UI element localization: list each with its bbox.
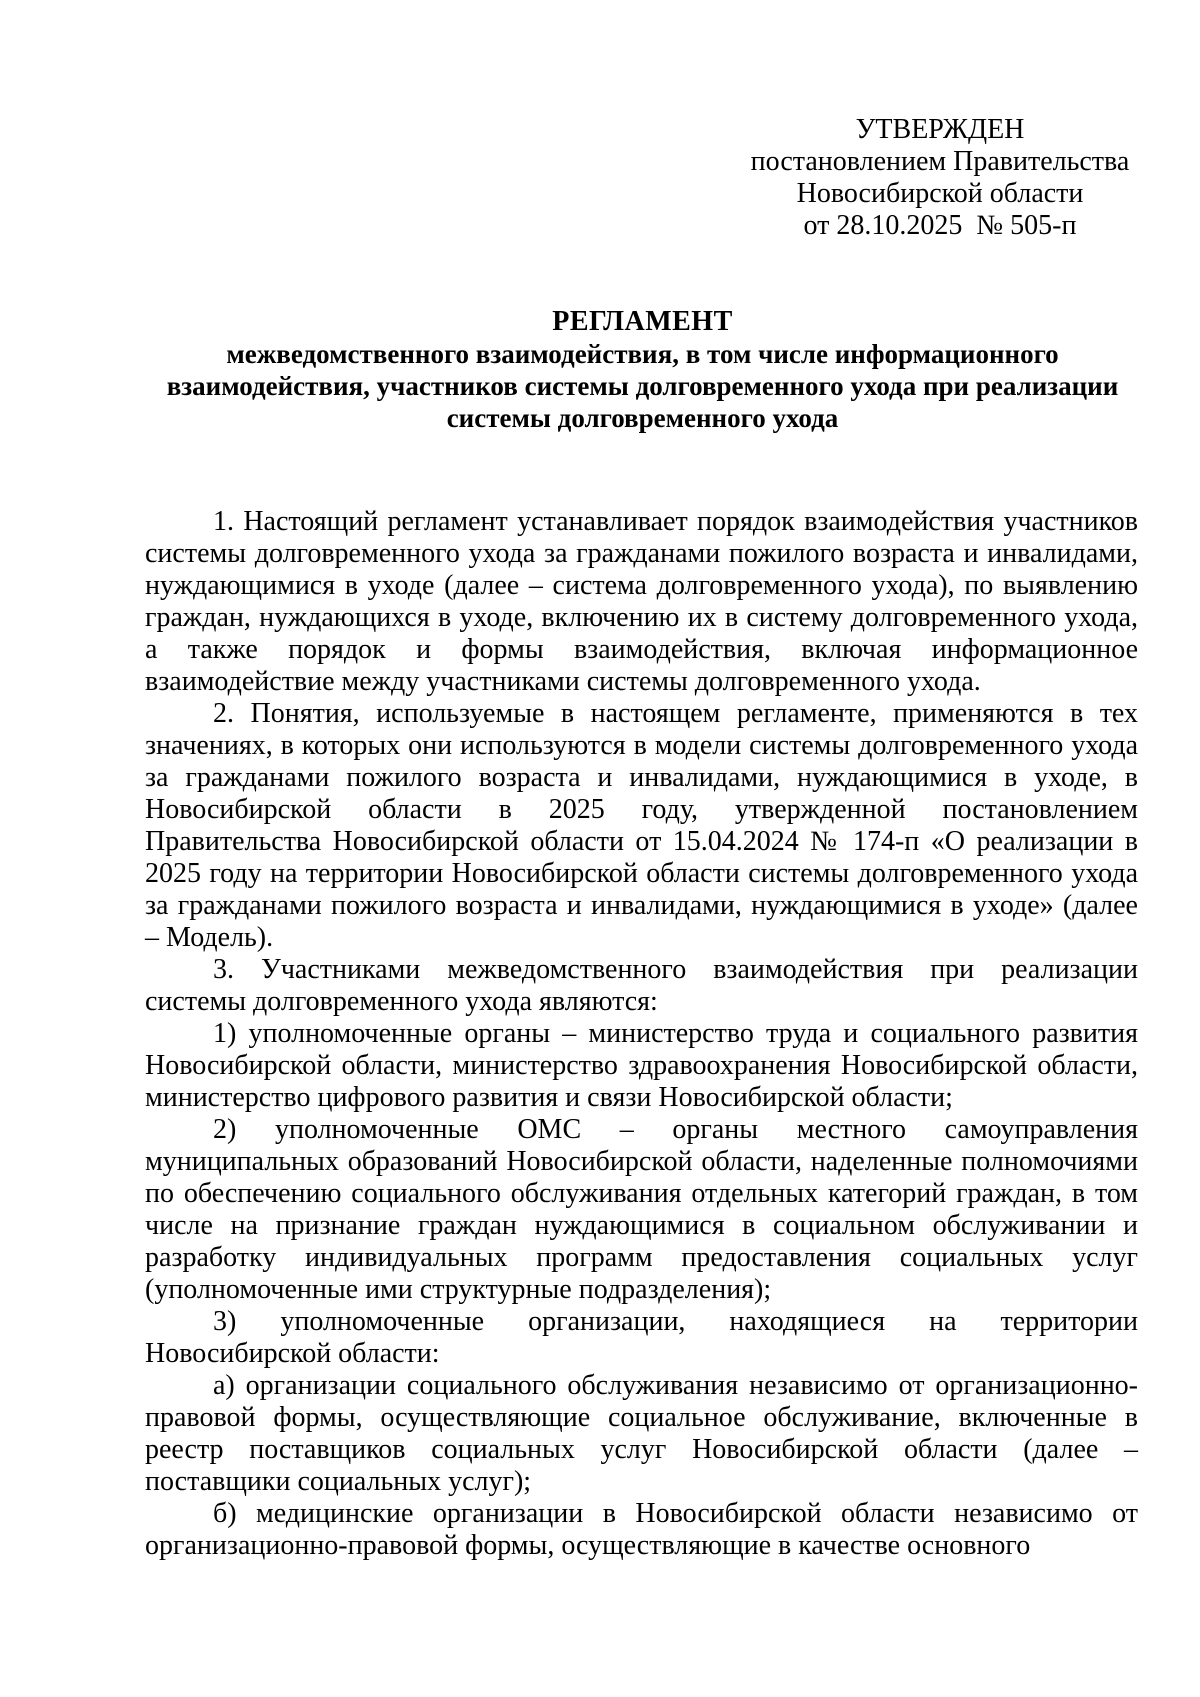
paragraph: 1) уполномоченные органы – министерство труда и социального развития Новосибирской области, министерство здравоохранения Новосибирской области, министерство цифрового развития и связи Новосибирской области;: [145, 1018, 1138, 1113]
paragraph: 2) уполномоченные ОМС – органы местного самоуправления муниципальных образований Новосибирской области, наделенные полномочиями по обеспечению социального обслуживания отдельных категорий граждан, в том числе на признание граждан нуждающимися в социальном обслуживании и разработку индивидуальных программ предоставления социальных услуг (уполномоченные ими структурные подразделения);: [145, 1114, 1138, 1305]
document-subtitle: межведомственного взаимодействия, в том числе информационного взаимодействия, участников системы долговременного ухода при реализации системы долговременного ухода: [166, 339, 1119, 433]
approval-stamp: [730, 114, 1150, 242]
paragraph: 3) уполномоченные организации, находящиеся на территории Новосибирской области:: [145, 1306, 1138, 1369]
approval-heading: УТВЕРЖДЕН: [855, 114, 1025, 145]
paragraph: 1. Настоящий регламент устанавливает порядок взаимодействия участников системы долговременного ухода за гражданами пожилого возраста и инвалидами, нуждающимися в уходе (далее – система долговременного ухода), по выявлению граждан, нуждающихся в уходе, включению их в систему долговременного ухода, а также порядок и формы взаимодействия, включая информационное взаимодействие между участниками системы долговременного ухода.: [145, 506, 1138, 697]
document-body: [145, 506, 1138, 1562]
paragraph: 2. Понятия, используемые в настоящем регламенте, применяются в тех значениях, в которых они используются в модели системы долговременного ухода за гражданами пожилого возраста и инвалидами, нуждающимися в уходе, в Новосибирской области в 2025 году, утвержденной постановлением Правительства Новосибирской области от 15.04.2024 № 174-п «О реализации в 2025 году на территории Новосибирской области системы долговременного ухода за гражданами пожилого возраста и инвалидами, нуждающимися в уходе» (далее – Модель).: [145, 698, 1138, 953]
paragraph: б) медицинские организации в Новосибирской области независимо от организационно-правовой формы, осуществляющие в качестве основного: [145, 1498, 1138, 1561]
approval-line: постановлением Правительства: [750, 146, 1130, 177]
approval-line: Новосибирской области: [796, 178, 1084, 209]
document-title: [145, 306, 1140, 434]
paragraph: а) организации социального обслуживания независимо от организационно-правовой формы, осуществляющие социальное обслуживание, включенные в реестр поставщиков социальных услуг Новосибирской области (далее – поставщики социальных услуг);: [145, 1370, 1138, 1497]
document-type: РЕГЛАМЕНТ: [552, 306, 733, 337]
approval-date-number: от 28.10.2025 № 505-п: [803, 210, 1077, 241]
paragraph: 3. Участниками межведомственного взаимодействия при реализации системы долговременного ухода являются:: [145, 954, 1138, 1017]
